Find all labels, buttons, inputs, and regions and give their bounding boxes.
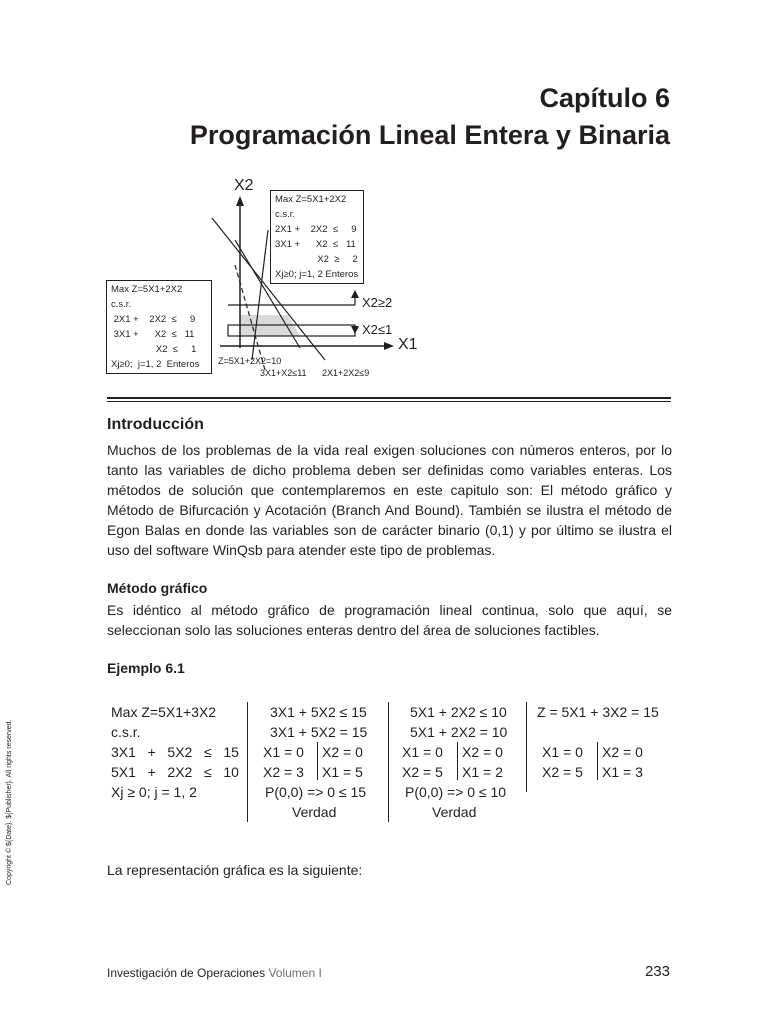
model-line: Max Z=5X1+3X2	[111, 704, 217, 720]
x2-ge-arrow	[351, 290, 359, 298]
col3-line: P(0,0) => 0 ≤ 10	[405, 784, 507, 800]
column-divider	[247, 702, 248, 822]
column-divider	[526, 702, 527, 792]
intro-heading: Introducción	[107, 416, 204, 433]
box-left-line: 2X1 + 2X2 ≤ 9	[111, 314, 196, 325]
x2-le-label: X2≤1	[362, 322, 393, 337]
constraint-label-2: 2X1+2X2≤9	[322, 368, 370, 378]
column-divider	[388, 702, 389, 822]
col2-mini-divider	[317, 742, 318, 780]
col4-line: Z = 5X1 + 3X2 = 15	[537, 704, 659, 720]
model-line: c.s.r.	[111, 724, 141, 740]
objective-label: Z=5X1+2X2=10	[218, 356, 282, 366]
model-line: Xj ≥ 0; j = 1, 2	[111, 784, 197, 800]
box-left-line: 3X1 + X2 ≤ 11	[111, 329, 195, 340]
col3-cell: X2 = 5	[402, 764, 443, 780]
model-line: 5X1 + 2X2 ≤ 10	[111, 764, 239, 780]
col4-cell: X2 = 5	[542, 764, 583, 780]
col3-cell: X1 = 0	[402, 744, 443, 760]
model-box-top	[270, 190, 364, 284]
chapter-title	[190, 80, 670, 154]
x-axis-arrow	[384, 342, 394, 350]
col3-cell: X1 = 2	[462, 764, 503, 780]
model-box-left	[106, 280, 212, 374]
col2-line: 3X1 + 5X2 = 15	[270, 724, 368, 740]
col2-line: Verdad	[292, 804, 337, 820]
col2-cell: X1 = 0	[263, 744, 304, 760]
box-top-line: 2X1 + 2X2 ≤ 9	[275, 224, 357, 235]
section-rule-thin	[107, 401, 671, 402]
col3-line: 5X1 + 2X2 ≤ 10	[410, 704, 507, 720]
box-left-line: Max Z=5X1+2X2	[111, 284, 183, 295]
metodo-heading: Método gráfico	[107, 580, 208, 596]
col3-line: 5X1 + 2X2 = 10	[410, 724, 508, 740]
y-axis-label: X2	[234, 177, 254, 194]
chapter-name: Programación Lineal Entera y Binaria	[189, 120, 670, 150]
box-left-line: Xj≥0; j=1, 2 Enteros	[111, 359, 200, 370]
constraint-label-1: 3X1+X2≤11	[260, 368, 307, 378]
col2-line: 3X1 + 5X2 ≤ 15	[270, 704, 367, 720]
branch-bound-figure	[100, 170, 418, 390]
box-top-line: 3X1 + X2 ≤ 11	[275, 239, 356, 250]
col2-cell: X2 = 0	[322, 744, 363, 760]
box-left-line: c.s.r.	[111, 299, 132, 310]
metodo-paragraph: Es idéntico al método gráfico de programación lineal continua, solo que aquí, se seleccionan solo las soluciones enteras dentro del área de soluciones factibles.	[107, 602, 672, 638]
y-axis-arrow	[236, 196, 244, 206]
model-line: 3X1 + 5X2 ≤ 15	[111, 744, 239, 760]
section-rule-thick	[107, 397, 671, 399]
page-number: 233	[644, 963, 670, 980]
col4-cell: X1 = 0	[542, 744, 583, 760]
box-top-line: c.s.r.	[275, 209, 296, 220]
footer-volume: Volumen I	[268, 966, 322, 980]
col4-cell: X1 = 3	[602, 764, 643, 780]
ejemplo-heading: Ejemplo 6.1	[107, 660, 185, 676]
chapter-number: Capítulo 6	[539, 83, 670, 113]
footer-book: Investigación de Operaciones	[107, 966, 266, 980]
col4-cell: X2 = 0	[602, 744, 643, 760]
x2-le-arrow	[351, 326, 359, 334]
box-top-line: X2 ≥ 2	[275, 254, 358, 265]
box-left-line: X2 ≤ 1	[111, 344, 197, 355]
constraint-line-3	[252, 230, 268, 360]
col3-line: Verdad	[432, 804, 477, 820]
col3-cell: X2 = 0	[462, 744, 503, 760]
footer-book-title	[107, 966, 322, 980]
col2-cell: X2 = 3	[263, 764, 304, 780]
col2-line: P(0,0) => 0 ≤ 15	[265, 784, 367, 800]
x2-ge-label: X2≥2	[362, 295, 393, 310]
intro-paragraph: Muchos de los problemas de la vida real exigen soluciones con números enteros, por lo tanto las variables de dicho problema deben ser definidas como variables enteras. Los métodos de solución que contemplaremos en este capitulo son: El método gráfico y Método de Bifurcación y Acotación (Branch And Bound). También se ilustra el método de Egon Balas en donde las variables son de carácter binario (0,1) y por último se ilustra el uso del software WinQsb para atender este tipo de problemas.	[107, 442, 672, 558]
x-axis-label: X1	[398, 336, 418, 353]
closing-sentence: La representación gráfica es la siguiente:	[107, 862, 363, 878]
box-top-line: Max Z=5X1+2X2	[275, 194, 347, 205]
col4-mini-divider	[597, 742, 598, 780]
copyright-notice: Copyright © ${Date}. ${Publisher}. All rights reserved.	[6, 719, 13, 885]
col3-mini-divider	[457, 742, 458, 780]
box-top-line: Xj≥0; j=1, 2 Enteros	[275, 269, 359, 280]
col2-cell: X1 = 5	[322, 764, 363, 780]
